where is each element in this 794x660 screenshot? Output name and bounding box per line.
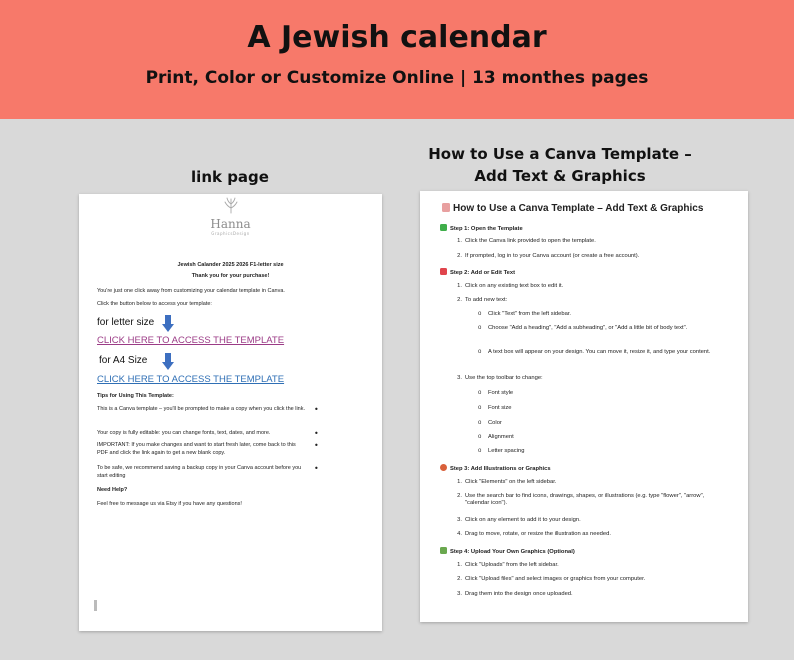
- sub-item: Choose "Add a heading", "Add a subheading", or "Add a little bit of body text".: [488, 325, 688, 331]
- text-a-icon: [440, 268, 447, 275]
- guide-title: [442, 203, 703, 214]
- list-number: 2.: [457, 576, 462, 582]
- tip-item: This is a Canva template – you'll be prompted to make a copy when you click the link.: [97, 406, 306, 412]
- sub-bullet-icon: o: [478, 420, 482, 426]
- intro-text: You're just one click away from customizing your calendar template in Canva.: [97, 288, 285, 294]
- step1-heading-text: Step 1: Open the Template: [450, 226, 523, 232]
- need-help-heading: Need Help?: [97, 487, 128, 493]
- banner-subtitle: Print, Color or Customize Online | 13 monthes pages: [145, 68, 649, 88]
- list-item: Use the top toolbar to change:: [465, 375, 543, 381]
- doc-title: Jewish Calander 2025 2026 F1-letter size: [177, 262, 284, 268]
- down-arrow-icon: [162, 353, 174, 370]
- list-number: 4.: [457, 531, 462, 537]
- step4-heading: [440, 547, 575, 556]
- palette-icon: [440, 464, 447, 471]
- banner-title: A Jewish calendar: [247, 20, 547, 55]
- list-number: 1.: [457, 562, 462, 568]
- sub-item: Font size: [488, 405, 512, 411]
- list-item: Click on any existing text box to edit it.: [465, 283, 564, 289]
- list-item: Click "Elements" on the left sidebar.: [465, 479, 557, 485]
- image-icon: [440, 547, 447, 554]
- list-item: Click the Canva link provided to open the template.: [465, 238, 596, 244]
- a4-template-link[interactable]: CLICK HERE TO ACCESS THE TEMPLATE: [97, 374, 285, 385]
- list-number: 3.: [457, 591, 462, 597]
- logo-name: Hanna: [210, 217, 251, 231]
- message-text: Feel free to message us via Etsy if you have any questions!: [97, 501, 242, 507]
- step2-heading: [440, 268, 515, 277]
- sub-bullet-icon: o: [478, 390, 482, 396]
- letter-size-label: for letter size: [97, 317, 155, 328]
- list-number: 2.: [457, 493, 462, 499]
- sub-bullet-icon: o: [478, 405, 482, 411]
- sub-item: A text box will appear on your design. You can move it, resize it, and type your content.: [488, 349, 711, 355]
- bullet-icon: •: [314, 464, 319, 473]
- sub-item: Click "Text" from the left sidebar.: [488, 311, 572, 317]
- sub-bullet-icon: o: [478, 349, 482, 355]
- guide-heading-line2: Add Text & Graphics: [474, 167, 646, 185]
- list-item: Drag to move, rotate, or resize the illustration as needed.: [465, 531, 611, 537]
- step4-heading-text: Step 4: Upload Your Own Graphics (Optional): [450, 549, 575, 555]
- sub-item: Letter spacing: [488, 448, 525, 454]
- sub-item: Color: [488, 420, 502, 426]
- step2-heading-text: Step 2: Add or Edit Text: [450, 270, 516, 276]
- list-number: 1.: [457, 479, 462, 485]
- guide-title-text: How to Use a Canva Template – Add Text & Graphics: [453, 203, 704, 214]
- guide-heading-line1: How to Use a Canva Template –: [428, 145, 692, 163]
- list-item: If prompted, log in to your Canva account (or create a free account).: [465, 253, 640, 259]
- list-item: Drag them into the design once uploaded.: [465, 591, 573, 597]
- guide-heading: [415, 143, 705, 187]
- down-arrow-icon: [162, 315, 174, 332]
- sub-item: Font style: [488, 390, 514, 396]
- sprig-icon: [221, 196, 241, 214]
- list-item: Click "Uploads" from the left sidebar.: [465, 562, 559, 568]
- click-below-text: Click the button below to access your template:: [97, 301, 212, 307]
- title-banner: [0, 0, 794, 119]
- sub-bullet-icon: o: [478, 325, 482, 331]
- list-item: To add new text:: [465, 297, 508, 303]
- link-page-preview: [79, 194, 382, 631]
- bullet-icon: •: [314, 429, 319, 438]
- tip-item: Your copy is fully editable: you can change fonts, text, dates, and more.: [97, 430, 271, 436]
- canva-guide-preview: [420, 191, 748, 622]
- list-item: Click on any element to add it to your design.: [465, 517, 581, 523]
- text-cursor-mark: [94, 600, 97, 611]
- letter-template-link[interactable]: CLICK HERE TO ACCESS THE TEMPLATE: [97, 335, 285, 346]
- bullet-icon: •: [314, 405, 319, 414]
- list-number: 2.: [457, 297, 462, 303]
- list-number: 1.: [457, 283, 462, 289]
- check-icon: [440, 224, 447, 231]
- step3-heading: [440, 464, 551, 473]
- sub-bullet-icon: o: [478, 434, 482, 440]
- tips-heading: Tips for Using This Template:: [97, 393, 174, 399]
- bullet-icon: •: [314, 441, 319, 450]
- sub-item: Alignment: [488, 434, 514, 440]
- sub-bullet-icon: o: [478, 311, 482, 317]
- list-number: 3.: [457, 517, 462, 523]
- list-number: 2.: [457, 253, 462, 259]
- sub-bullet-icon: o: [478, 448, 482, 454]
- thanks-text: Thank you for your purchase!: [191, 273, 270, 279]
- step3-heading-text: Step 3: Add Illustrations or Graphics: [450, 466, 551, 472]
- a4-size-label: for A4 Size: [99, 355, 148, 366]
- list-item: Use the search bar to find icons, drawings, shapes, or illustrations (e.g. type "flower", "arrow", "calendar icon").: [465, 493, 705, 506]
- logo-tagline: GraphicsDesign: [211, 231, 250, 236]
- tip-item: To be safe, we recommend saving a backup copy in your Canva account before you start editing: [97, 465, 302, 479]
- book-icon: [442, 203, 450, 212]
- list-number: 1.: [457, 238, 462, 244]
- hanna-logo: [79, 196, 382, 236]
- list-item: Click "Upload files" and select images or graphics from your computer.: [465, 576, 646, 582]
- list-number: 3.: [457, 375, 462, 381]
- tip-item: IMPORTANT: If you make changes and want to start fresh later, come back to this PDF and click the link again to get a new blank copy.: [97, 442, 296, 456]
- step1-heading: [440, 224, 523, 233]
- link-page-heading: link page: [191, 168, 269, 186]
